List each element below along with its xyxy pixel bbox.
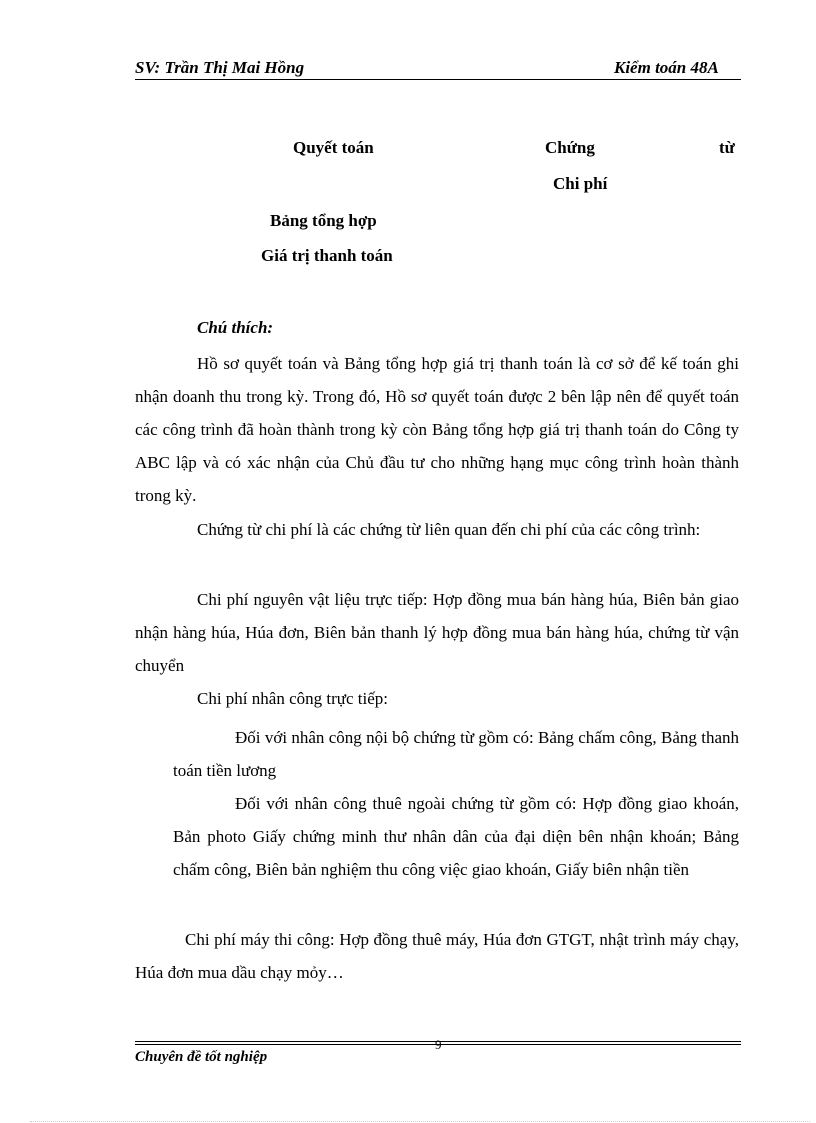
label-quyet-toan: Quyết toán [293, 138, 374, 157]
header-course: Kiểm toán 48A [614, 58, 719, 77]
label-tu: từ [719, 138, 735, 157]
footer-title: Chuyên đề tốt nghiệp [135, 1049, 268, 1065]
label-chung: Chứng [545, 138, 595, 157]
paragraph-machine-cost: Chi phí máy thi công: Hợp đồng thuê máy, Húa đơn GTGT, nhật trình máy chạy, Húa đơn mua dầu chạy mỏy… [135, 930, 739, 982]
paragraph-labor-cost: Chi phí nhân công trực tiếp: [197, 689, 388, 708]
label-bang-tong-hop: Bảng tổng hợp [270, 211, 377, 230]
page-edge-line [30, 1121, 810, 1122]
note-heading: Chú thích: [197, 318, 274, 337]
label-gia-tri-thanh-toan: Giá trị thanh toán [261, 246, 393, 265]
paragraph-internal-labor: Đối với nhân công nội bộ chứng từ gồm có: Bảng chấm công, Bảng thanh toán tiền lương [173, 728, 739, 780]
paragraph-cost-docs: Chứng từ chi phí là các chứng từ liên quan đến chi phí của các công trình: [197, 520, 701, 539]
page-number: 9 [435, 1037, 442, 1052]
header-rule [135, 79, 741, 80]
paragraph-material-cost: Chi phí nguyên vật liệu trực tiếp: Hợp đồng mua bán hàng húa, Biên bản giao nhận hàng húa, Húa đơn, Biên bản thanh lý hợp đồng mua bán hàng húa, chứng từ vận chuyển [135, 590, 739, 675]
label-chi-phi: Chi phí [553, 174, 608, 193]
paragraph-external-labor: Đối với nhân công thuê ngoài chứng từ gồm có: Hợp đồng giao khoán, Bản photo Giấy chứng minh thư nhân dân của đại diện bên nhận khoán; Bảng chấm công, Biên bản nghiệm thu công việc giao khoán, Giấy biên nhận tiền [173, 794, 739, 879]
paragraph-revenue: Hồ sơ quyết toán và Bảng tổng hợp giá trị thanh toán là cơ sở để kế toán ghi nhận doanh thu trong kỳ. Trong đó, Hồ sơ quyết toán được 2 bên lập nên để quyết toán các công trình đã hoàn thành trong kỳ còn Bảng tổng hợp giá trị thanh toán do Công ty ABC lập và có xác nhận của Chủ đầu tư cho những hạng mục công trình hoàn thành trong kỳ. [135, 354, 739, 505]
header-author: SV: Trần Thị Mai Hồng [135, 58, 305, 77]
